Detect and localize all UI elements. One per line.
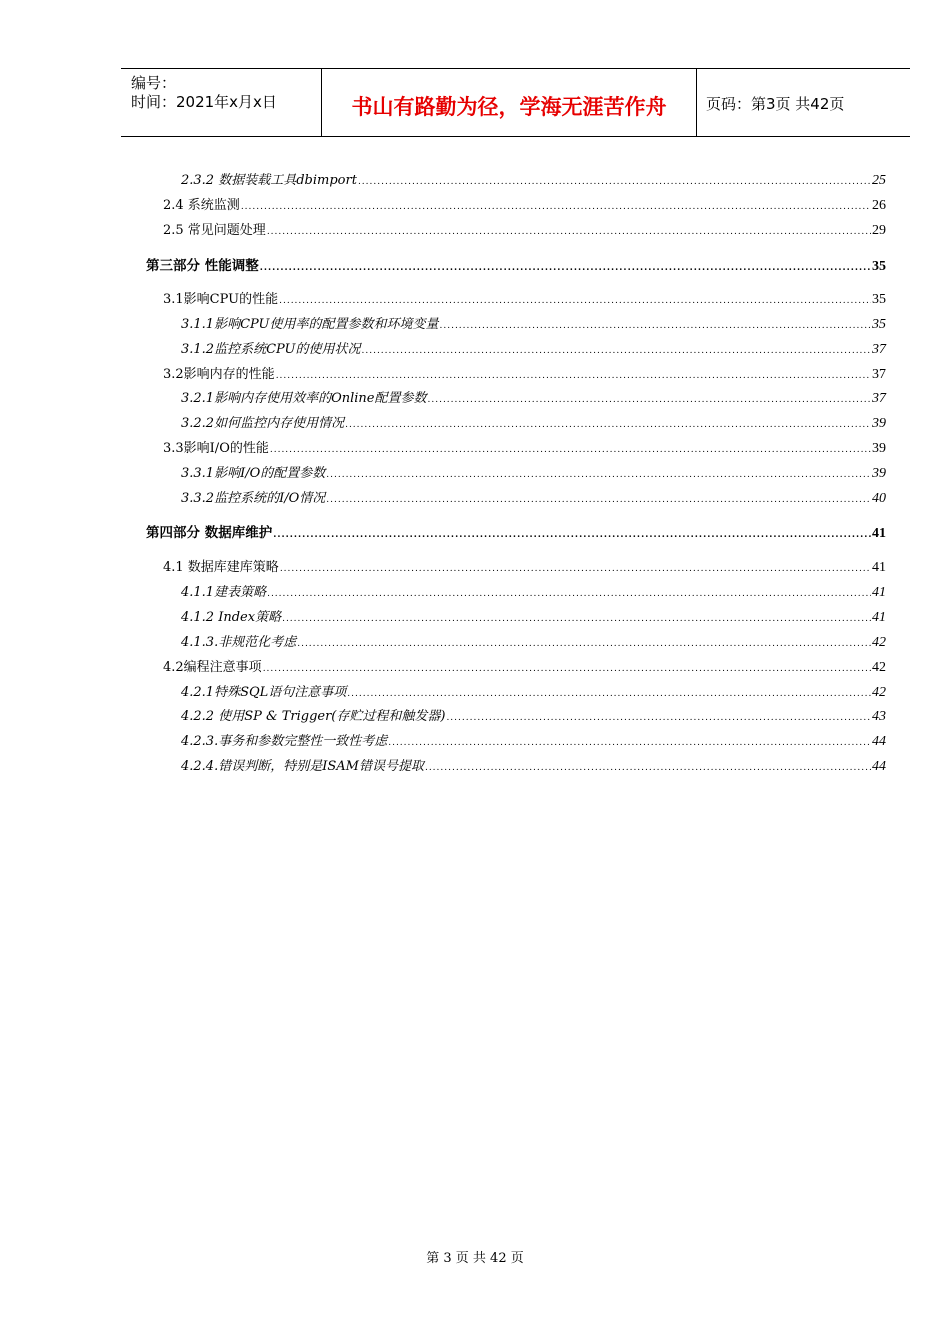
header-motto-cell <box>321 69 697 136</box>
toc-entry[interactable] <box>163 222 886 241</box>
toc-entry[interactable] <box>146 257 886 277</box>
toc-entry-title: 2.3.2 数据装载工具dbimport <box>181 173 357 188</box>
toc-entry-title: 4.2编程注意事项 <box>163 660 262 675</box>
toc-entry-page: 39 <box>872 416 886 431</box>
toc-entry-page: 35 <box>872 259 886 274</box>
document-number-label: 编号： <box>131 74 177 92</box>
toc-entry[interactable] <box>181 390 886 409</box>
toc-entry-page: 29 <box>872 223 886 238</box>
toc-entry-title: 4.2.3.事务和参数完整性一致性考虑 <box>181 734 388 749</box>
toc-dot-leader <box>358 173 871 191</box>
toc-entry-title: 4.1.1建表策略 <box>181 585 267 600</box>
toc-dot-leader <box>347 685 871 703</box>
toc-entry-title: 3.3.2监控系统的I/O情况 <box>181 491 326 506</box>
toc-entry-title: 4.1.2 Index策略 <box>181 610 282 625</box>
toc-entry[interactable] <box>181 341 886 360</box>
toc-entry[interactable] <box>181 733 886 752</box>
toc-entry[interactable] <box>181 490 886 509</box>
toc-dot-leader <box>279 292 871 310</box>
toc-entry-title: 4.2.1特殊SQL语句注意事项 <box>181 685 347 700</box>
toc-dot-leader <box>326 491 871 509</box>
toc-entry-page: 44 <box>872 759 886 774</box>
document-time-label: 时间：2021年x月x日 <box>131 93 277 111</box>
toc-entry[interactable] <box>181 609 886 628</box>
toc-entry[interactable] <box>163 440 886 459</box>
toc-entry-page: 42 <box>872 660 886 675</box>
toc-entry-page: 42 <box>872 685 886 700</box>
toc-entry-page: 41 <box>872 610 886 625</box>
header-page-cell <box>696 69 910 136</box>
toc-entry-page: 37 <box>872 391 886 406</box>
toc-entry-page: 41 <box>872 560 886 575</box>
toc-dot-leader <box>428 391 872 409</box>
toc-entry-title: 3.1影响CPU的性能 <box>163 292 279 307</box>
toc-entry[interactable] <box>163 197 886 216</box>
header-page-info: 页码：第3页 共42页 <box>706 95 845 113</box>
toc-dot-leader <box>270 441 871 459</box>
toc-dot-leader <box>263 660 871 678</box>
toc-entry[interactable] <box>181 634 886 653</box>
toc-entry-page: 39 <box>872 466 886 481</box>
toc-entry-page: 26 <box>872 198 886 213</box>
toc-dot-leader <box>362 342 872 360</box>
toc-dot-leader <box>260 259 871 277</box>
toc-entry-title: 3.1.1影响CPU使用率的配置参数和环境变量 <box>181 317 439 332</box>
page-header <box>121 68 910 137</box>
toc-dot-leader <box>345 416 871 434</box>
toc-entry-title: 4.1 数据库建库策略 <box>163 560 279 575</box>
toc-entry-title: 2.4 系统监测 <box>163 198 240 213</box>
toc-entry-page: 41 <box>872 585 886 600</box>
toc-entry-title: 4.2.2 使用SP & Trigger(存贮过程和触发器) <box>181 709 446 724</box>
toc-entry-page: 40 <box>872 491 886 506</box>
toc-dot-leader <box>276 367 871 385</box>
toc-dot-leader <box>326 466 871 484</box>
toc-entry[interactable] <box>146 524 886 544</box>
toc-entry-page: 37 <box>872 367 886 382</box>
toc-entry-title: 4.1.3.非规范化考虑 <box>181 635 297 650</box>
toc-entry[interactable] <box>163 659 886 678</box>
toc-entry[interactable] <box>181 172 886 191</box>
toc-dot-leader <box>280 560 871 578</box>
header-motto: 书山有路勤为径，学海无涯苦作舟 <box>351 95 667 119</box>
toc-entry-title: 4.2.4.错误判断，特别是ISAM错误号提取 <box>181 759 424 774</box>
toc-entry-page: 25 <box>872 173 886 188</box>
toc-entry-title: 3.2.2如何监控内存使用情况 <box>181 416 345 431</box>
toc-entry-title: 2.5 常见问题处理 <box>163 223 266 238</box>
toc-dot-leader <box>273 526 871 544</box>
header-info-cell <box>121 69 321 136</box>
toc-dot-leader <box>425 759 871 777</box>
toc-entry-page: 43 <box>872 709 886 724</box>
toc-entry-title: 3.2.1影响内存使用效率的Online配置参数 <box>181 391 427 406</box>
toc-entry-page: 44 <box>872 734 886 749</box>
toc-entry[interactable] <box>181 584 886 603</box>
toc-entry-page: 42 <box>872 635 886 650</box>
toc-entry-title: 第四部分 数据库维护 <box>146 525 273 541</box>
toc-entry-page: 41 <box>872 526 886 541</box>
toc-dot-leader <box>446 709 871 727</box>
page-footer: 第 3 页 共 42 页 <box>426 1251 524 1266</box>
toc-entry-title: 3.2影响内存的性能 <box>163 367 275 382</box>
toc-entry[interactable] <box>181 316 886 335</box>
toc-entry[interactable] <box>163 366 886 385</box>
toc-entry-page: 39 <box>872 441 886 456</box>
toc-dot-leader <box>267 585 871 603</box>
toc-entry[interactable] <box>181 708 886 727</box>
toc-entry-page: 37 <box>872 342 886 357</box>
toc-entry[interactable] <box>181 415 886 434</box>
toc-entry-title: 第三部分 性能调整 <box>146 258 259 274</box>
toc-dot-leader <box>267 223 871 241</box>
toc-dot-leader <box>388 734 871 752</box>
toc-dot-leader <box>297 635 871 653</box>
toc-entry[interactable] <box>181 684 886 703</box>
toc-entry[interactable] <box>163 559 886 578</box>
toc-entry-page: 35 <box>872 292 886 307</box>
toc-entry-page: 35 <box>872 317 886 332</box>
toc-dot-leader <box>440 317 872 335</box>
toc-dot-leader <box>241 198 871 216</box>
toc-entry-title: 3.3影响I/O的性能 <box>163 441 269 456</box>
toc-entry[interactable] <box>181 465 886 484</box>
toc-entry[interactable] <box>181 758 886 777</box>
toc-entry-title: 3.3.1影响I/O的配置参数 <box>181 466 326 481</box>
toc-entry[interactable] <box>163 291 886 310</box>
toc-dot-leader <box>282 610 871 628</box>
toc-entry-title: 3.1.2监控系统CPU的使用状况 <box>181 342 361 357</box>
